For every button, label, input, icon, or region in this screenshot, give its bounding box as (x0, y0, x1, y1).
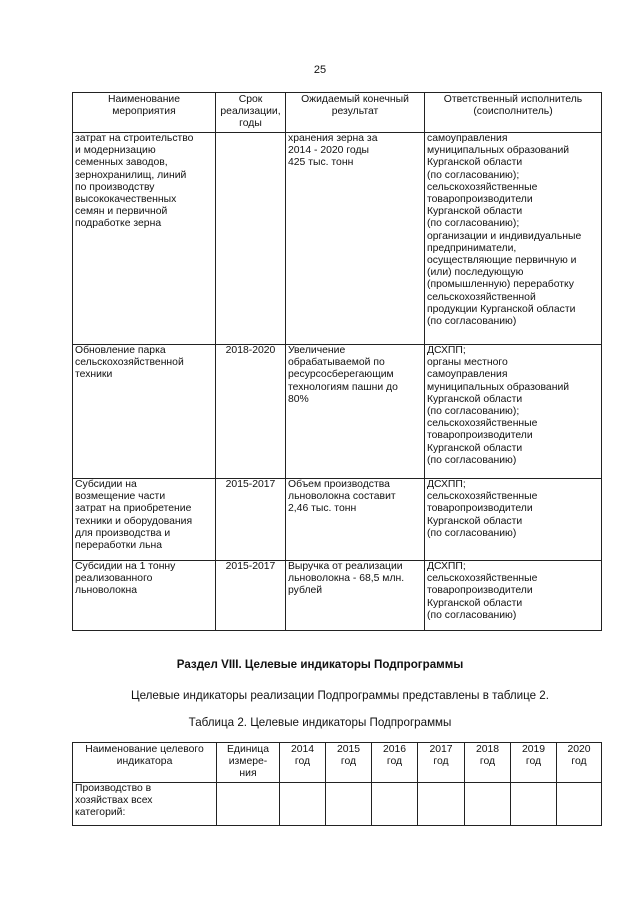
value-cell-2020 (557, 783, 602, 826)
table-row (73, 783, 602, 826)
value-cell-2016 (372, 783, 418, 826)
intro-paragraph: Целевые индикаторы реализации Подпрограммы представлены в таблице 2. (131, 689, 549, 702)
unit-cell (217, 783, 280, 826)
header-year-2018: 2018 год (465, 743, 511, 783)
header-year-2015: 2015 год (326, 743, 372, 783)
header-responsible-executor: Ответственный исполнитель (соисполнитель) (425, 93, 602, 133)
result-cell: хранения зерна за 2014 - 2020 годы 425 тыс. тонн (286, 133, 425, 345)
table-row (73, 479, 602, 561)
activity-cell: затрат на строительство и модернизацию семенных заводов, зернохранилищ, линий по производству высококачественных семян и первичной подработке зерна (73, 133, 216, 345)
section-heading: Раздел VIII. Целевые индикаторы Подпрограммы (176, 658, 464, 671)
value-cell-2017 (418, 783, 465, 826)
period-cell: 2015-2017 (216, 561, 286, 631)
activities-table (72, 92, 602, 631)
table2-caption: Таблица 2. Целевые индикаторы Подпрограммы (188, 716, 452, 729)
header-year-2016: 2016 год (372, 743, 418, 783)
activity-cell: Обновление парка сельскохозяйственной техники (73, 345, 216, 479)
table-row (73, 561, 602, 631)
page-number: 25 (313, 64, 327, 76)
indicators-table-header-row (73, 743, 602, 783)
executor-cell: самоуправления муниципальных образований Курганской области (по согласованию); сельскохозяйственные товаропроизводители Курганской области (по согласованию); организации и индивидуальные предприниматели, осуществляющие первичную и (или) последующую (промышленную) переработку сельскохозяйственной продукции Курганской области (по согласованию) (425, 133, 602, 345)
value-cell-2014 (280, 783, 326, 826)
activity-cell: Субсидии на возмещение части затрат на приобретение техники и оборудования для производства и переработки льна (73, 479, 216, 561)
executor-cell: ДСХПП; сельскохозяйственные товаропроизводители Курганской области (по согласованию) (425, 561, 602, 631)
result-cell: Объем производства льноволокна составит 2,46 тыс. тонн (286, 479, 425, 561)
table-row (73, 345, 602, 479)
header-activity-name: Наименование мероприятия (73, 93, 216, 133)
table-row (73, 133, 602, 345)
header-unit: Единица измере- ния (217, 743, 280, 783)
value-cell-2019 (511, 783, 557, 826)
indicator-name-cell: Производство в хозяйствах всех категорий: (73, 783, 217, 826)
header-year-2020: 2020 год (557, 743, 602, 783)
header-indicator-name: Наименование целевого индикатора (73, 743, 217, 783)
value-cell-2015 (326, 783, 372, 826)
period-cell: 2018-2020 (216, 345, 286, 479)
header-year-2019: 2019 год (511, 743, 557, 783)
activity-cell: Субсидии на 1 тонну реализованного льноволокна (73, 561, 216, 631)
value-cell-2018 (465, 783, 511, 826)
period-cell: 2015-2017 (216, 479, 286, 561)
executor-cell: ДСХПП; сельскохозяйственные товаропроизводители Курганской области (по согласованию) (425, 479, 602, 561)
result-cell: Увеличение обрабатываемой по ресурсосберегающим технологиям пашни до 80% (286, 345, 425, 479)
target-indicators-table (72, 742, 602, 826)
header-expected-result: Ожидаемый конечный результат (286, 93, 425, 133)
header-year-2017: 2017 год (418, 743, 465, 783)
activities-table-header-row (73, 93, 602, 133)
header-implementation-period: Срок реализации, годы (216, 93, 286, 133)
header-year-2014: 2014 год (280, 743, 326, 783)
result-cell: Выручка от реализации льноволокна - 68,5 млн. рублей (286, 561, 425, 631)
period-cell (216, 133, 286, 345)
executor-cell: ДСХПП; органы местного самоуправления муниципальных образований Курганской области (по согласованию); сельскохозяйственные товаропроизводители Курганской области (по согласованию) (425, 345, 602, 479)
